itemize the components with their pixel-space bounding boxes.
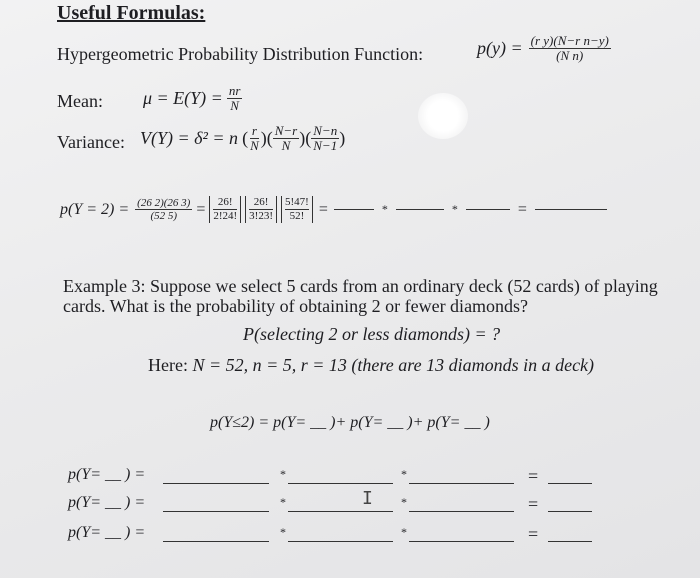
here-expr: N = 52, n = 5, r = 13 (there are 13 diamonds in a deck) [192, 355, 595, 375]
variance-formula: V(Y) = δ² = n ( $\frac{r}{N}$ ) ( $\frac{N-r}{N}$ ) ( $\frac{N-n}{N-1}$ ) [140, 123, 346, 153]
mean-denominator: N [230, 98, 239, 113]
here-label: Here: [148, 355, 188, 375]
row-3-blank-3[interactable] [409, 541, 514, 542]
row-3-label: p(Y= __ ) = [68, 524, 146, 541]
py2-formula: p(Y = 2) = $\frac{(26 2)(26 3)}{(52 5)}$ = $\frac{26!}{2!24!}$ $\frac{26!}{3!23!}$ $\frac{5!47!}{52!}$ = * * = [60, 196, 607, 223]
sum-expression: p(Y≤2) = p(Y= __ )+ p(Y= __ )+ p(Y= __ ) [210, 414, 490, 431]
row-1-blank-3[interactable] [409, 483, 514, 484]
example-line-2: cards. What is the probability of obtaining 2 or fewer diamonds? [63, 296, 529, 316]
py2-b3-den: 52! [289, 210, 305, 222]
example-line-1: Example 3: Suppose we select 5 cards from an ordinary deck (52 cards) of playing [63, 276, 658, 296]
hypergeo-numerator: (r y)(N−r n−y) [530, 33, 609, 48]
mean-numerator: nr [228, 83, 241, 98]
variance-frac-3-den: N−1 [313, 138, 338, 153]
page-title: Useful Formulas: [57, 2, 206, 24]
row-1-label: p(Y= __ ) = [68, 466, 146, 483]
variance-frac-1-den: N [250, 138, 259, 153]
variance-frac-2-den: N [281, 138, 291, 153]
py2-comb-den: (52 5) [150, 210, 178, 222]
mean-expr: μ = E(Y) = [143, 88, 223, 108]
row-1-blank-1[interactable] [163, 483, 269, 484]
variance-frac-3-num: N−n [313, 123, 338, 138]
answer-rows: p(Y= __ ) = * * = p(Y= __ ) = * I * = p(Y= __ ) = * * = [0, 0, 700, 578]
variance-expr: V(Y) = δ² = n [140, 128, 239, 148]
variance-frac-1-num: r [251, 123, 257, 138]
row-3-result[interactable] [548, 541, 592, 542]
row-3-blank-2[interactable] [288, 541, 393, 542]
hypergeo-label: Hypergeometric Probability Distribution Function: [57, 44, 424, 64]
py2-b1-den: 2!24! [213, 210, 238, 222]
row-2-blank-2[interactable] [288, 511, 393, 512]
example-question: P(selecting 2 or less diamonds) = ? [243, 324, 501, 344]
row-2-label: p(Y= __ ) = [68, 494, 146, 511]
row-1-blank-2[interactable] [288, 483, 393, 484]
row-3-blank-1[interactable] [163, 541, 269, 542]
py2-lhs: p(Y = 2) = [60, 200, 130, 218]
row-2-result[interactable] [548, 511, 592, 512]
hypergeo-lhs: p(y) = [477, 38, 523, 58]
hypergeo-denominator: (N n) [556, 48, 584, 63]
variance-label: Variance: [57, 132, 125, 152]
py2-b3-num: 5!47! [285, 196, 309, 208]
variance-frac-2-num: N−r [274, 123, 298, 138]
row-2-blank-3[interactable] [409, 511, 514, 512]
py2-comb-num: (26 2)(26 3) [137, 197, 191, 209]
text-cursor-icon: I [362, 488, 373, 509]
py2-b1-num: 26! [213, 196, 237, 210]
row-1-result[interactable] [548, 483, 592, 484]
py2-b2-num: 26! [249, 196, 273, 210]
row-2-blank-1[interactable] [163, 511, 269, 512]
py2-b2-den: 3!23! [249, 210, 273, 222]
mean-label: Mean: [57, 91, 103, 111]
